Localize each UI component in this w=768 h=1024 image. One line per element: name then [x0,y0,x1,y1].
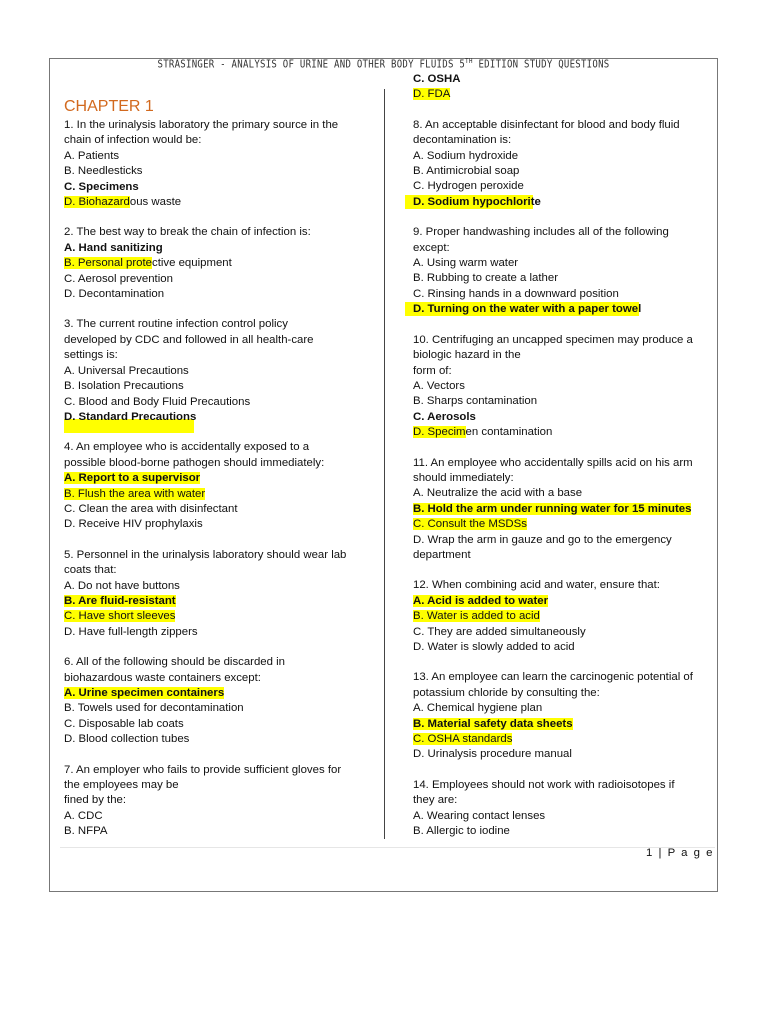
answer-line [413,717,718,732]
line-text: ous waste [129,196,182,209]
answer-line [64,195,376,210]
answer-line: D. Decontamination [64,288,165,301]
answer-line: they are: [413,794,458,807]
left-column [64,95,376,840]
answer-line [64,686,376,701]
question-block [413,456,718,564]
answer-line: C. Specimens [64,180,139,193]
question-text: 3. The current routine infection control policy [64,318,288,331]
spacer [64,748,376,763]
highlighted-text: C. OSHA standards [413,733,513,746]
question-text: 7. An employer who fails to provide sufficient gloves for [64,763,342,776]
question-block [64,548,376,640]
spacer [413,563,718,578]
answer-line: C. Clean the area with disinfectant [64,502,238,515]
answer-line: form of: [413,364,452,377]
line-text: en contamination [465,426,553,439]
question-block [413,333,718,441]
answer-line: A. Hand sanitizing [64,241,163,254]
page-label: P a g e [667,847,714,859]
spacer [413,103,718,118]
answer-line: D. Urinalysis procedure manual [413,748,572,761]
answer-line: C. Blood and Body Fluid Precautions [64,395,251,408]
answer-line: developed by CDC and followed in all health-care [64,333,314,346]
question-text: 2. The best way to break the chain of infection is: [64,226,311,239]
answer-line: B. Rubbing to create a lather [413,272,559,285]
spacer [413,210,718,225]
highlighted-text: A. Report to a supervisor [64,472,201,485]
line-text: ctive equipment [152,257,232,270]
spacer [64,425,376,440]
question-text: 4. An employee who is accidentally exposed to a [64,441,310,454]
answer-line: D. Have full-length zippers [64,625,198,638]
highlighted-text: D. FDA [413,88,451,101]
answer-line: B. Towels used for decontamination [64,702,244,715]
answer-line: C. Hydrogen peroxide [413,180,524,193]
highlighted-text: B. Hold the arm under running water for 15 minutes [413,502,692,515]
answer-line [64,471,376,486]
answer-line: B. Isolation Precautions [64,380,184,393]
footer-rule [60,847,715,848]
question-text: 5. Personnel in the urinalysis laboratory should wear lab [64,548,347,561]
spacer [413,763,718,778]
answer-line [64,256,376,271]
question-block [64,655,376,747]
question-block [64,763,376,840]
answer-line: D. Wrap the arm in gauze and go to the emergency [413,533,672,546]
answer-line: B. Antimicrobial soap [413,165,520,178]
spacer [64,302,376,317]
chapter-heading: CHAPTER 1 [64,98,154,115]
answer-line: C. Rinsing hands in a downward position [413,287,619,300]
answer-line: chain of infection would be: [64,134,202,147]
answer-line: B. Needlesticks [64,165,143,178]
question-text: 11. An employee who accidentally spills acid on his arm [413,456,693,469]
page-separator: | [653,847,668,859]
answer-line: fined by the: [64,794,127,807]
spacer [413,655,718,670]
question-block [64,317,376,425]
answer-line [64,594,376,609]
answer-line: A. Sodium hydroxide [413,149,519,162]
answer-line: A. CDC [64,809,103,822]
question-block [413,118,718,210]
answer-line [413,517,718,532]
answer-line [413,87,718,102]
header-title-tail: EDITION STUDY QUESTIONS [472,58,610,71]
answer-line: D. Blood collection tubes [64,733,190,746]
header-title-main: STRASINGER - ANALYSIS OF URINE AND OTHER BODY FLUIDS 5 [157,58,466,71]
answer-line: potassium chloride by consulting the: [413,686,600,699]
spacer [413,318,718,333]
question-text: 12. When combining acid and water, ensure that: [413,579,660,592]
question-text: 13. An employee can learn the carcinogenic potential of [413,671,693,684]
highlighted-text: C. Consult the MSDSs [413,518,527,531]
question-list-left [64,118,376,840]
answer-line: A. Chemical hygiene plan [413,702,543,715]
highlighted-text: C. Have short sleeves [64,610,176,623]
answer-line: C. They are added simultaneously [413,625,586,638]
answer-line: A. Patients [64,149,120,162]
question-block [413,778,718,840]
question-text: 9. Proper handwashing includes all of the following [413,226,669,239]
answer-line: D. Receive HIV prophylaxis [64,518,203,531]
answer-line: settings is: [64,349,118,362]
question-list-right [413,72,718,839]
question-text: 8. An acceptable disinfectant for blood and body fluid [413,118,680,131]
question-block [413,670,718,762]
question-text: 10. Centrifuging an uncapped specimen may produce a [413,333,693,346]
question-block [413,72,718,103]
answer-line: possible blood-borne pathogen should immediately: [64,456,325,469]
highlighted-text: A. Urine specimen containers [64,687,225,699]
highlighted-text: B. Personal prote [64,257,153,270]
answer-line: D. Turning on the water with a paper towel [413,303,642,316]
answer-line: the employees may be [64,779,179,792]
answer-line: A. Wearing contact lenses [413,809,546,822]
question-block [64,118,376,210]
page-number: 1 [645,847,654,859]
question-text: 14. Employees should not work with radioisotopes if [413,778,675,791]
answer-line [413,502,718,517]
answer-line: D. Water is slowly added to acid [413,641,575,653]
question-block [64,440,376,532]
answer-line: decontamination is: [413,134,512,147]
spacer [64,210,376,225]
highlighted-text: D. Specim [413,426,466,439]
answer-line: A. Vectors [413,379,465,392]
highlighted-text: B. Are fluid-resistant [64,594,176,607]
answer-line: biohazardous waste containers except: [64,671,261,684]
spacer [64,533,376,548]
question-block [64,225,376,302]
header-title-superscript: TH [465,57,473,65]
answer-line: B. Allergic to iodine [413,825,510,838]
answer-line: C. Aerosols [413,410,476,423]
answer-line [64,487,376,502]
answer-line: D. Standard Precautions [64,410,197,423]
answer-line: should immediately: [413,471,514,484]
highlighted-text: B. Material safety data sheets [413,717,573,730]
answer-line [413,594,718,609]
answer-line: A. Do not have buttons [64,579,180,592]
answer-line [413,609,718,624]
answer-line: C. Aerosol prevention [64,272,173,285]
highlighted-text: D. Biohazard [64,196,130,209]
right-column [413,72,718,839]
page-footer [646,847,714,859]
highlighted-text: A. Acid is added to water [413,594,549,607]
answer-line [64,609,376,624]
highlighted-text: B. Water is added to acid [413,610,540,623]
answer-line: C. OSHA [413,73,461,85]
answer-line [413,732,718,747]
answer-line: biologic hazard in the [413,349,521,362]
question-text: 6. All of the following should be discarded in [64,656,285,669]
answer-line: B. NFPA [64,825,108,838]
answer-line: C. Disposable lab coats [64,717,184,730]
spacer [413,441,718,456]
answer-line: A. Neutralize the acid with a base [413,487,583,500]
spacer [64,640,376,655]
question-block [413,225,718,317]
column-divider [384,89,385,839]
answer-line: department [413,548,471,561]
question-block [413,578,718,655]
answer-line [413,425,718,440]
document-header [96,57,671,71]
answer-line: A. Universal Precautions [64,364,189,377]
answer-line: B. Sharps contamination [413,395,538,408]
highlighted-text: B. Flush the area with water [64,487,206,500]
answer-line: A. Using warm water [413,257,519,270]
answer-line: except: [413,241,450,254]
question-text: 1. In the urinalysis laboratory the primary source in the [64,119,339,131]
answer-line: coats that: [64,564,117,577]
answer-line: D. Sodium hypochlorite [413,195,541,208]
